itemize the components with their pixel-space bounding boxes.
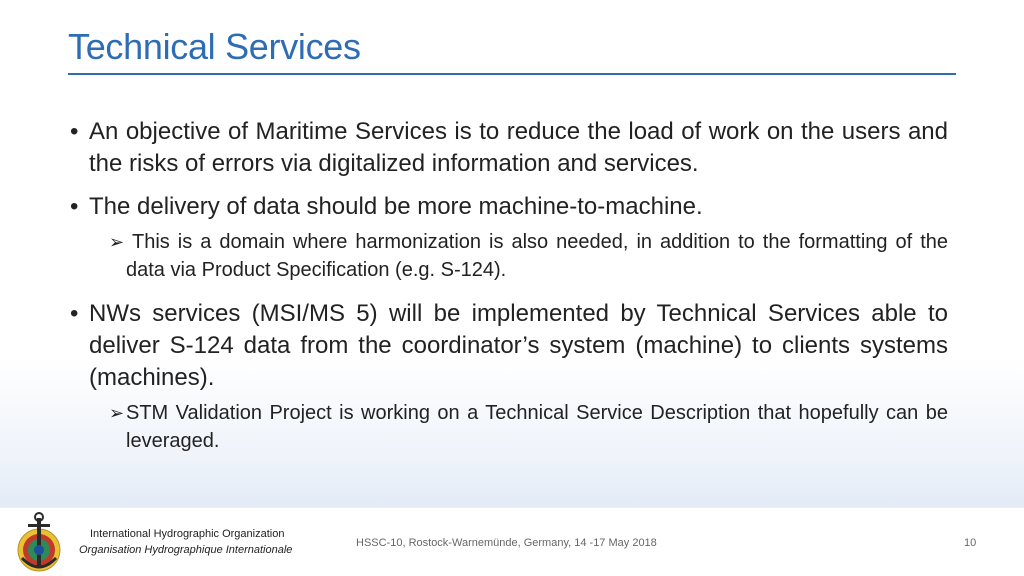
bullet-dot: • <box>70 118 79 145</box>
organization-name-en: International Hydrographic Organization <box>90 528 285 540</box>
page-number: 10 <box>964 537 977 549</box>
sub-bullet-text: STM Validation Project is working on a Technical Service Description that hopefully can be leveraged. <box>126 402 948 452</box>
slide-title: Technical Services <box>68 26 361 67</box>
arrow-bullet-icon: ➢ <box>109 403 125 423</box>
bullet-dot: • <box>70 193 79 220</box>
iho-logo-icon <box>14 510 64 574</box>
bullet-item <box>68 116 948 180</box>
bullet-item <box>68 298 948 394</box>
title-underline <box>68 73 956 75</box>
bullet-item <box>68 191 948 223</box>
conference-info: HSSC-10, Rostock-Warnemünde, Germany, 14 -17 May 2018 <box>356 537 657 549</box>
sub-bullet-item <box>68 228 948 284</box>
organization-name-fr: Organisation Hydrographique Internationale <box>79 544 293 556</box>
bullet-dot: • <box>70 300 79 327</box>
sub-bullet-item <box>68 399 948 455</box>
sub-bullet-text: This is a domain where harmonization is also needed, in addition to the formatting of the data via Product Specification (e.g. S-124). <box>126 231 948 281</box>
slide-content <box>68 116 948 469</box>
bullet-text: An objective of Maritime Services is to reduce the load of work on the users and the risks of errors via digitalized information and services. <box>89 118 948 177</box>
slide-footer <box>0 508 1024 576</box>
bullet-text: NWs services (MSI/MS 5) will be implemented by Technical Services able to deliver S-124 data from the coordinator’s system (machine) to clients systems (machines). <box>89 300 948 391</box>
arrow-bullet-icon: ➢ <box>109 232 125 252</box>
bullet-text: The delivery of data should be more machine-to-machine. <box>89 193 703 220</box>
